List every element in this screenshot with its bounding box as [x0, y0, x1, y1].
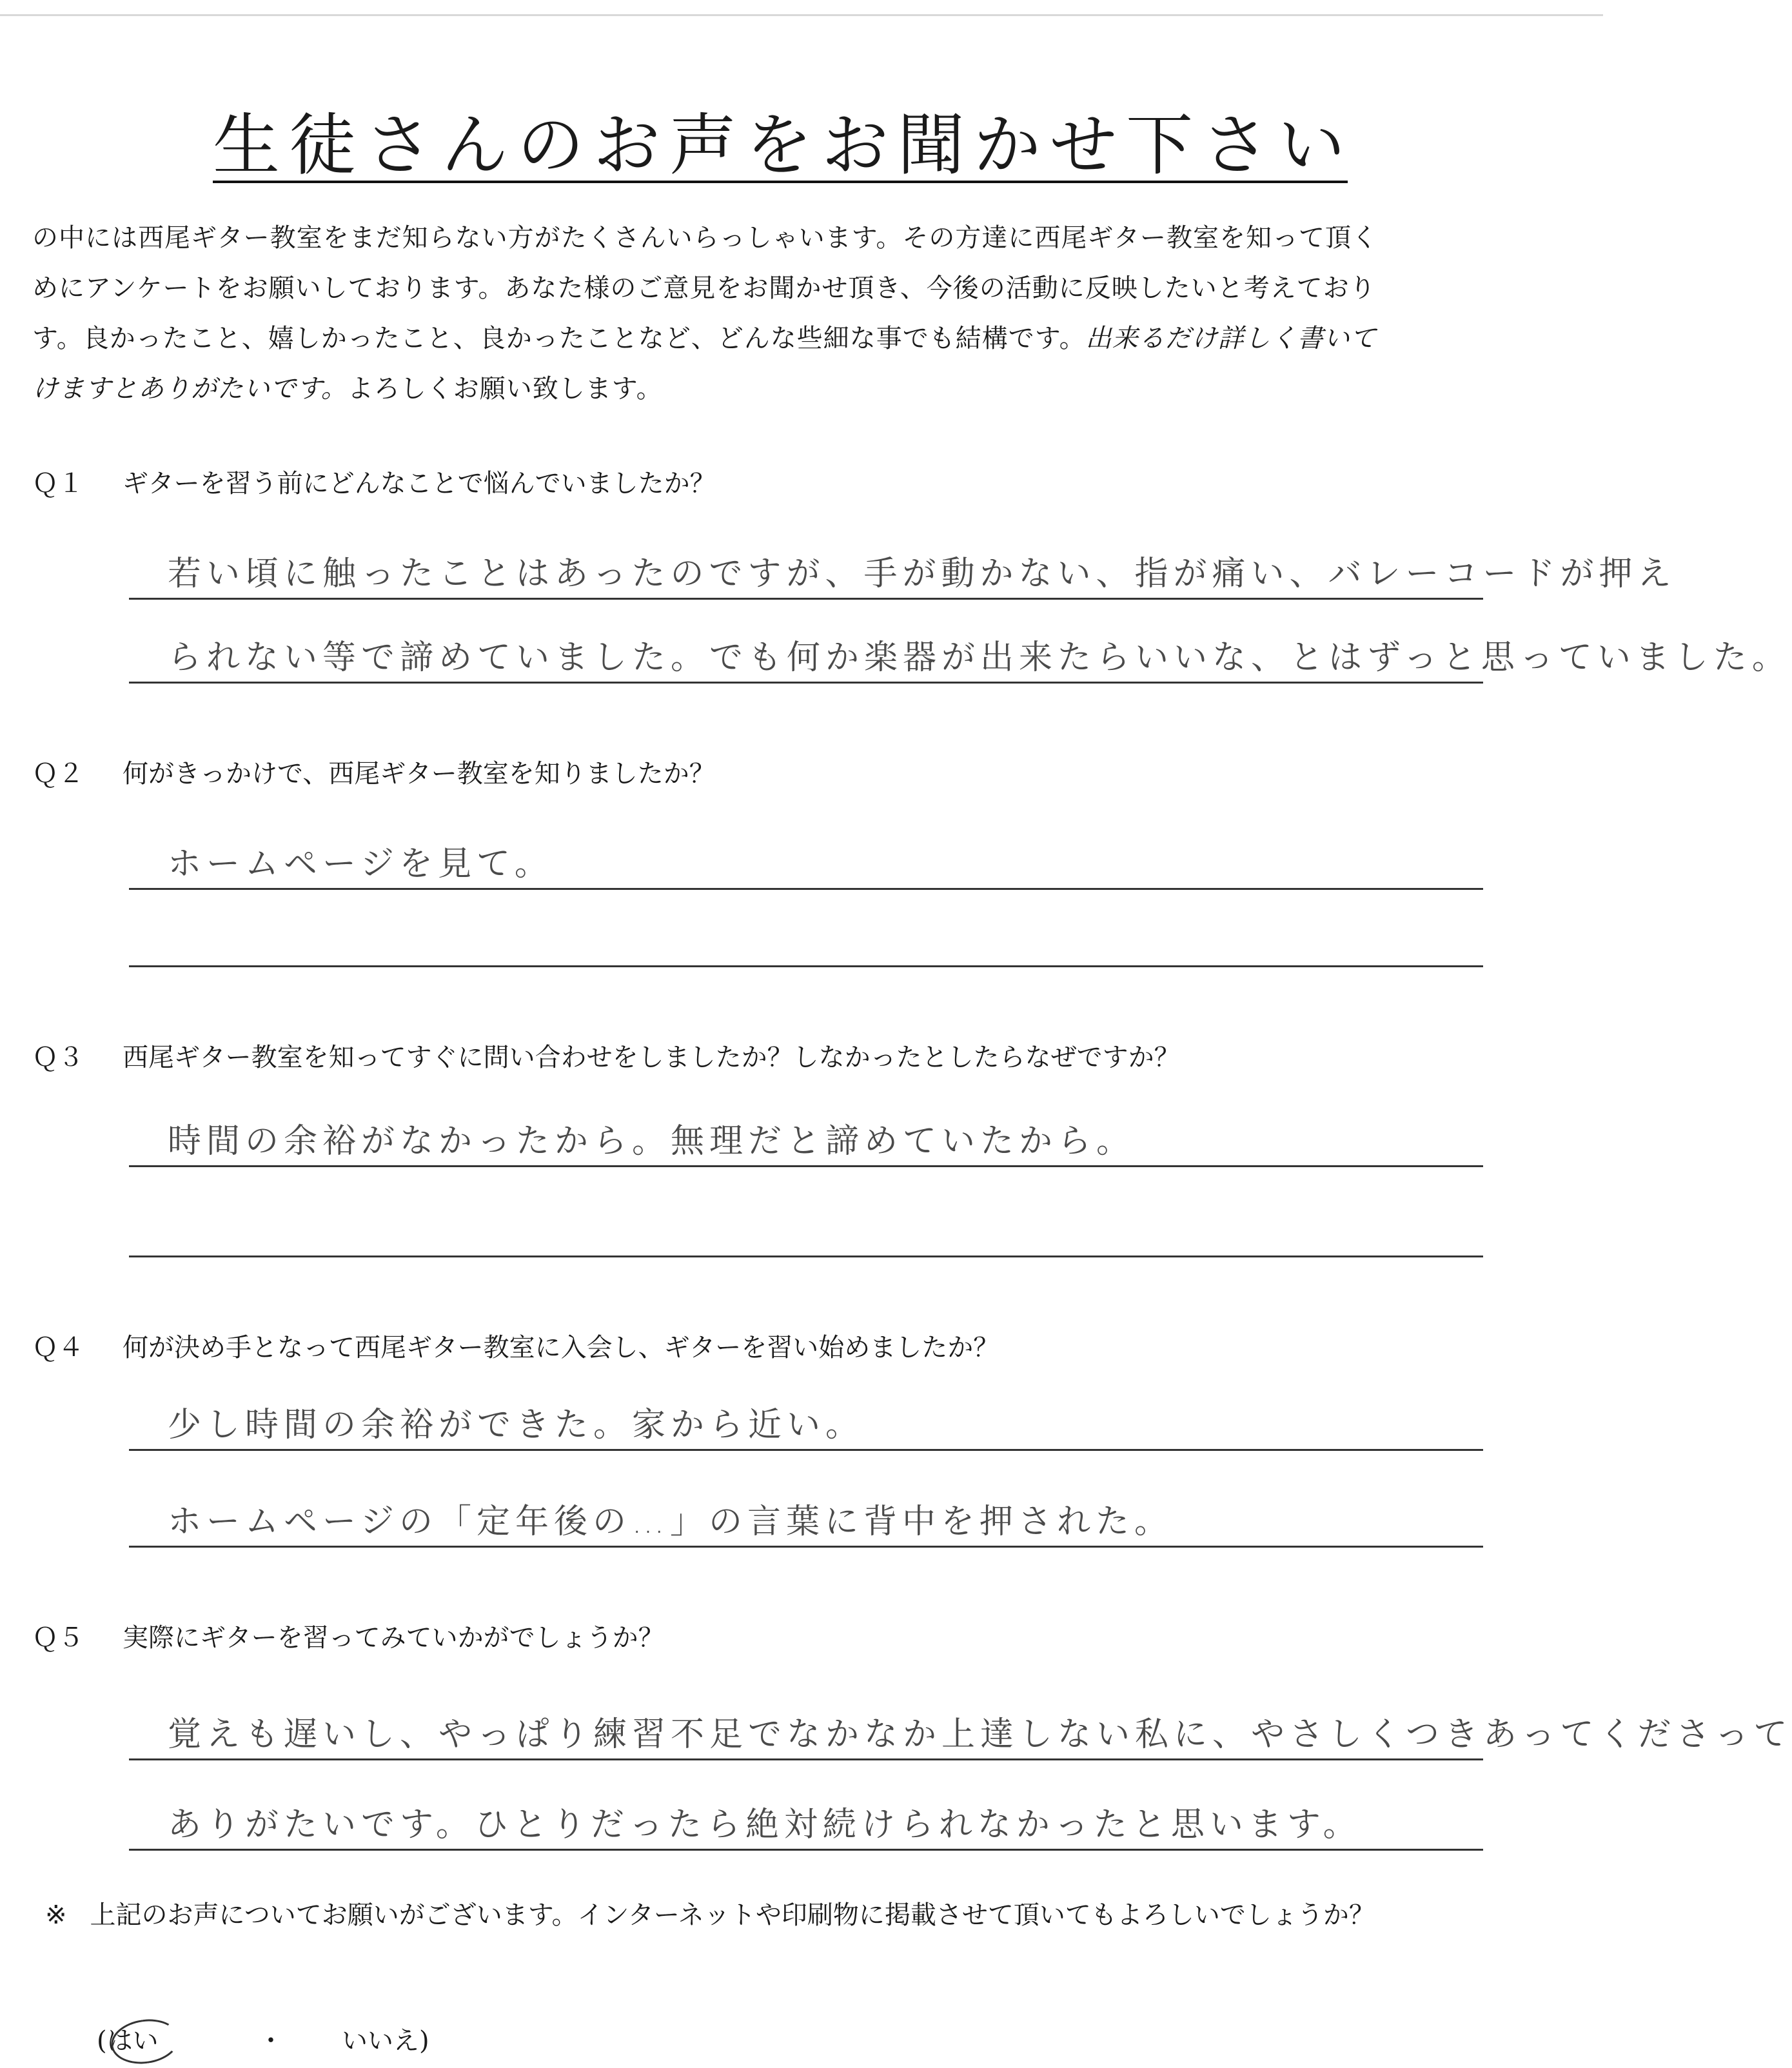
answer-rule	[129, 1165, 1483, 1167]
question-3-text: 西尾ギター教室を知ってすぐに問い合わせをしましたか？しなかったとしたらなぜですか？	[123, 1043, 1180, 1072]
question-1-label: Ｑ１	[32, 469, 84, 498]
question-2-answer-text-1: ホームページを見て。	[168, 845, 553, 883]
answer-rule	[129, 1546, 1483, 1548]
answer-rule	[129, 598, 1483, 600]
consent-choices	[97, 2025, 677, 2063]
question-5-answer-text-1: 覚えも遅いし、やっぱり練習不足でなかなか上達しない私に、やさしくつきあってくださって	[168, 1715, 1792, 1754]
page-title: 生徒さんのお声をお聞かせ下さい	[213, 106, 1355, 184]
intro-paragraph	[32, 213, 1580, 414]
intro-line-2: めにアンケートをお願いしております。あなた様のご意見をお聞かせ頂き、今後の活動に反映したいと考えており	[32, 273, 1376, 303]
question-5	[32, 1619, 1580, 1657]
question-5-answer-text-2: ありがたいです。ひとりだったら絶対続けられなかったと思います。	[168, 1806, 1362, 1844]
question-1-text: ギターを習う前にどんなことで悩んでいましたか？	[123, 469, 716, 498]
answer-rule	[129, 1758, 1483, 1760]
question-2-answer-line-2[interactable]	[129, 922, 1483, 967]
question-2-answer-line-1[interactable]	[129, 845, 1483, 890]
reference-mark-icon: ※	[45, 1900, 67, 1930]
yes-selected-circle-icon	[108, 2015, 182, 2068]
question-5-answer-line-2[interactable]	[129, 1806, 1483, 1851]
question-1-answer-line-1[interactable]	[129, 555, 1677, 600]
question-5-text: 実際にギターを習ってみていかがでしょうか？	[123, 1623, 664, 1653]
answer-rule	[129, 1256, 1483, 1257]
question-4-label: Ｑ４	[32, 1333, 84, 1363]
answer-rule	[129, 965, 1483, 967]
question-4-answer-line-1[interactable]	[129, 1406, 1483, 1451]
choice-separator: ・	[258, 2026, 284, 2056]
question-3-answer-line-1[interactable]	[129, 1122, 1483, 1167]
consent-yes-option[interactable]: (はい	[97, 2026, 159, 2056]
consent-no-option[interactable]: いいえ)	[342, 2026, 429, 2056]
question-1-answer-text-2: られない等で諦めていました。でも何か楽器が出来たらいいな、とはずっと思っていました。	[168, 638, 1791, 677]
consent-text: 上記のお声についてお願いがございます。インターネットや印刷物に掲載させて頂いてもよろしいでしょうか？	[90, 1900, 1375, 1930]
question-1	[32, 464, 1580, 503]
question-1-answer-text-1: 若い頃に触ったことはあったのですが、手が動かない、指が痛い、バレーコードが押え	[168, 555, 1677, 593]
answer-rule	[129, 1849, 1483, 1851]
question-4	[32, 1328, 1580, 1367]
question-3-label: Ｑ３	[32, 1043, 84, 1072]
answer-rule	[129, 682, 1483, 684]
intro-line-3-emphasis: 出来るだけ詳しく書いて	[1085, 324, 1377, 353]
question-2	[32, 754, 1580, 793]
question-4-answer-text-1: 少し時間の余裕ができた。家から近い。	[168, 1406, 865, 1444]
question-3-answer-line-2[interactable]	[129, 1212, 1483, 1257]
intro-line-1: の中には西尾ギター教室をまだ知らない方がたくさんいらっしゃいます。その方達に西尾ギター教室を知って頂く	[32, 223, 1378, 253]
question-5-label: Ｑ５	[32, 1623, 84, 1653]
intro-line-4-emphasis: けますとありがたいです。	[32, 374, 348, 404]
question-1-answer-line-2[interactable]	[129, 638, 1791, 684]
question-4-answer-line-2[interactable]	[129, 1502, 1483, 1548]
answer-rule	[129, 1449, 1483, 1451]
intro-line-3-text: す。良かったこと、嬉しかったこと、良かったことなど、どんな些細な事でも結構です。	[32, 324, 1086, 353]
top-edge-rule	[0, 14, 1603, 16]
intro-line-4-text: よろしくお願い致します。	[347, 374, 663, 404]
question-5-answer-line-1[interactable]	[129, 1715, 1792, 1760]
question-2-label: Ｑ２	[32, 759, 84, 789]
title-underline	[213, 181, 1348, 183]
question-4-answer-text-2: ホームページの「定年後の…」の言葉に背中を押された。	[168, 1502, 1173, 1541]
consent-question	[45, 1896, 1580, 1935]
intro-line-4	[32, 364, 1580, 414]
intro-line-3	[32, 313, 1580, 364]
answer-rule	[129, 888, 1483, 890]
question-3-answer-text-1: 時間の余裕がなかったから。無理だと諦めていたから。	[168, 1122, 1136, 1161]
question-3	[32, 1038, 1580, 1077]
question-4-text: 何が決め手となって西尾ギター教室に入会し、ギターを習い始めましたか？	[123, 1333, 999, 1363]
question-2-text: 何がきっかけで、西尾ギター教室を知りましたか？	[123, 759, 715, 789]
